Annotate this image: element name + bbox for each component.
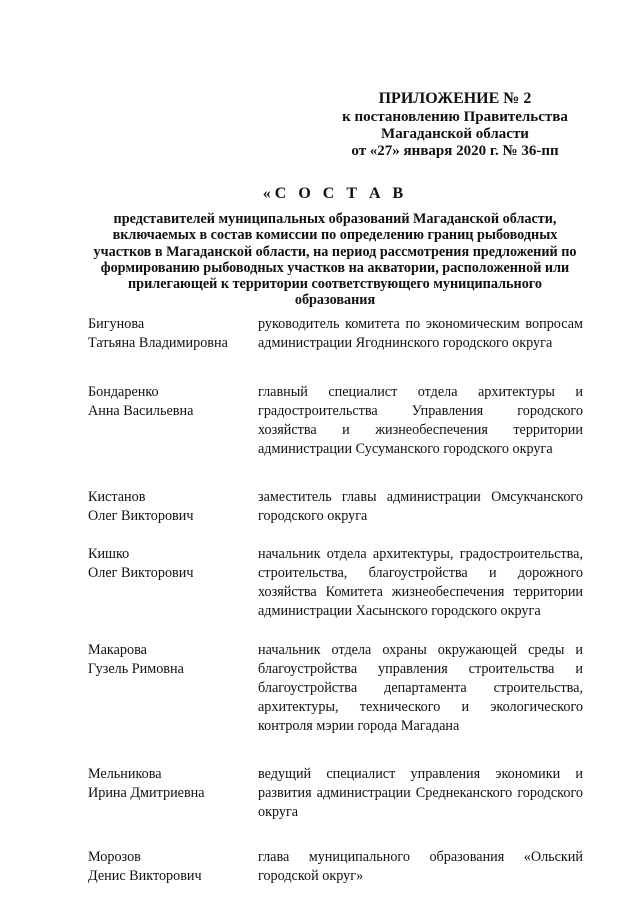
member-given-names: Татьяна Владимировна <box>88 335 228 351</box>
document-heading <box>90 185 580 309</box>
member-given-names: Олег Викторович <box>88 565 194 581</box>
member-given-names: Ирина Дмитриевна <box>88 785 205 801</box>
member-row <box>88 488 583 526</box>
member-row <box>88 848 583 886</box>
member-role: ведущий специалист управления экономики и развития администрации Среднеканского городского округа <box>258 766 583 820</box>
member-row <box>88 765 583 822</box>
appendix-title: ПРИЛОЖЕНИЕ № 2 <box>378 90 532 107</box>
member-surname: Макарова <box>88 642 147 658</box>
member-given-names: Гузель Римовна <box>88 661 184 677</box>
member-row <box>88 383 583 459</box>
member-given-names: Денис Викторович <box>88 868 202 884</box>
member-surname: Кистанов <box>88 489 146 505</box>
member-role: главный специалист отдела архитектуры и градостроительства Управления городского хозяйства и жизнеобеспечения территории администрации Сусуманского городского округа <box>258 384 583 457</box>
member-role: руководитель комитета по экономическим вопросам администрации Ягоднинского городского округа <box>258 316 583 351</box>
member-name <box>88 641 258 736</box>
member-name <box>88 383 258 459</box>
member-given-names: Анна Васильевна <box>88 403 194 419</box>
member-row <box>88 315 583 353</box>
member-role: заместитель главы администрации Омсукчанского городского округа <box>258 489 583 524</box>
member-name <box>88 315 258 353</box>
composition-title: «С О С Т А В <box>262 185 408 202</box>
member-name <box>88 765 258 822</box>
member-surname: Бигунова <box>88 316 145 332</box>
member-row <box>88 545 583 621</box>
member-role: глава муниципального образования «Ольский городской округ» <box>258 849 583 884</box>
appendix-resolution-line: к постановлению Правительства <box>342 109 568 125</box>
member-surname: Морозов <box>88 849 141 865</box>
member-name <box>88 848 258 886</box>
members-list <box>88 315 583 886</box>
member-name <box>88 488 258 526</box>
appendix-date-line: от «27» января 2020 г. № 36-пп <box>351 143 559 159</box>
composition-description: представителей муниципальных образований Магаданской области, включаемых в состав комиссии по определению границ рыбоводных участков в Магаданской области, на период рассмотрения предложений по формированию рыбоводных участков на акватории, расположенной или прилегающей к территории соответствующего муниципального образования <box>93 211 577 309</box>
member-surname: Кишко <box>88 546 130 562</box>
member-surname: Мельникова <box>88 766 162 782</box>
member-given-names: Олег Викторович <box>88 508 194 524</box>
member-name <box>88 545 258 621</box>
appendix-block <box>330 90 580 160</box>
member-role: начальник отдела архитектуры, градостроительства, строительства, благоустройства и дорожного хозяйства Комитета жизнеобеспечения территории администрации Хасынского городского округа <box>258 546 583 619</box>
member-role: начальник отдела охраны окружающей среды и благоустройства управления строительства и благоустройства департамента строительства, архитектуры, технического и экологического контроля мэрии города Магадана <box>258 642 583 734</box>
member-surname: Бондаренко <box>88 384 159 400</box>
member-row <box>88 641 583 736</box>
appendix-region-line: Магаданской области <box>381 126 529 142</box>
